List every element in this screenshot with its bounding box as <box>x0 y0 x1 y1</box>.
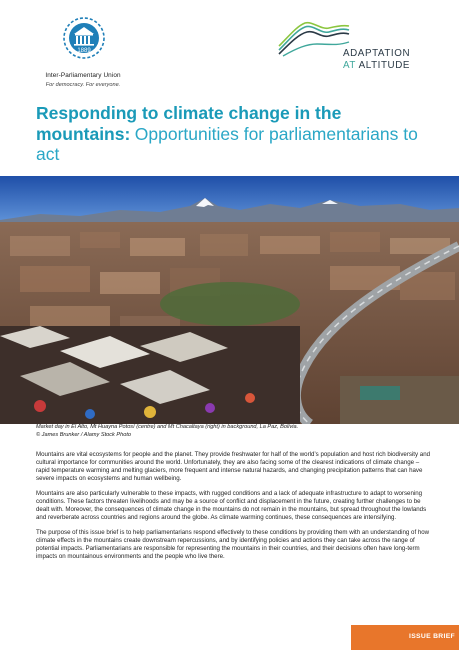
title-bold: Responding to climate change in the mountains: <box>36 103 342 144</box>
issue-brief-label: ISSUE BRIEF <box>409 633 455 640</box>
caption-credit: © James Brunker / Alamy Stock Photo <box>36 431 132 438</box>
paragraph-2: Mountains are also particularly vulnerable to these impacts, with rugged conditions and a lack of adequate infrastructure to adapt to worsening conditions. These factors threaten livelihoods and may be a source of conflict and displacement in the future, creating further challenges to be dealt with. Moreover, the consequences of climate change in the mountains do not remain in the mountains, but spread throughout the lowlands and reverberate across countries and regions around the globe. As climate warming continues, these consequences are intensifying. <box>36 490 427 521</box>
ipu-logo <box>24 16 142 96</box>
title-light: Opportunities for parliamentarians to act <box>36 123 418 164</box>
aaa-line2 <box>343 60 410 71</box>
hero-photo <box>0 176 459 424</box>
aaa-altitude: ALTITUDE <box>358 60 411 71</box>
ipu-tagline: For democracy. For everyone. <box>45 82 121 88</box>
aaa-at: AT <box>343 60 356 71</box>
mountains-logo-icon <box>277 20 351 58</box>
paragraph-1: Mountains are vital ecosystems for people and the planet. They provide freshwater for half of the world’s population and host rich biodiversity and cultural importance for communities around the world. Unfortunately, they are also facing some of the clearest indications of climate change – rapid temperature warming and melting glaciers, more frequent and intense natural hazards, and changing precipitation patterns that can have severe impacts on ecosystems and human wellbeing. <box>36 451 431 482</box>
body-text <box>36 451 432 568</box>
issue-brief-tab <box>351 625 459 650</box>
adaptation-at-altitude-logo <box>277 18 437 78</box>
hero-photo-illustration <box>0 176 459 424</box>
aaa-line1: ADAPTATION <box>343 48 411 59</box>
document-title <box>36 104 436 166</box>
photo-caption <box>36 424 436 439</box>
paragraph-3: The purpose of this issue brief is to help parliamentarians respond effectively to these conditions by providing them with an understanding of how climate effects in the mountains create downstream repercussions, and by identifying policies and actions they can take across the range of potential impacts. Parliamentarians are responsible for representing the mountains in their countries, and their decisions often have long-term impacts on mountainous environments and the people who live there. <box>36 529 430 560</box>
ipu-year: 1889 <box>77 48 91 54</box>
ipu-name: Inter-Parliamentary Union <box>45 72 121 79</box>
caption-description: Market day in El Alto, Mt Huayna Potosí (centre) and Mt Chacaltaya (right) in background, La Paz, Bolivia. <box>36 424 299 430</box>
